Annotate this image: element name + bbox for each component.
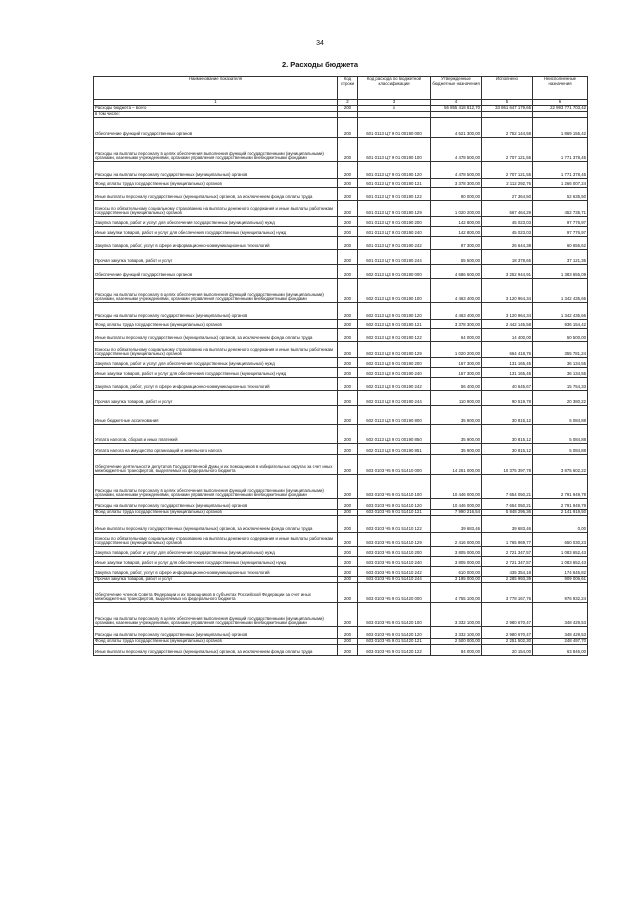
row-line-code: 200 [338, 557, 358, 567]
row-classification-code: 603 0103 Ч5 9 01 51410 100 [358, 475, 431, 499]
row-approved: 167 300,00 [431, 358, 482, 368]
row-name: Прочая закупка товаров, работ и услуг [94, 250, 338, 265]
row-executed: 18 378,65 [482, 250, 533, 265]
row-approved: 1 020 200,00 [431, 201, 482, 217]
row-unexecuted: 1 869 155,42 [533, 118, 588, 138]
row-line-code: 200 [338, 516, 358, 533]
table-row [94, 227, 588, 237]
row-line-code: 200 [338, 329, 358, 342]
row-line-code: 200 [338, 179, 358, 188]
row-unexecuted: 909 006,61 [533, 577, 588, 583]
header-approved: Утвержденные бюджетные назначения [431, 77, 482, 100]
row-line-code: 200 [338, 627, 358, 639]
column-number: 5 [482, 100, 533, 106]
table-row [94, 547, 588, 557]
row-name: Расходы бюджета – всего [94, 106, 338, 112]
row-line-code: 200 [338, 265, 358, 279]
row-classification-code: 601 0113 Ц7 9 01 00190 120 [358, 162, 431, 179]
row-executed: 2 112 292,76 [482, 179, 533, 188]
row-executed: 90 519,78 [482, 391, 533, 406]
row-classification-code: 602 0113 Ц3 9 01 00190 000 [358, 265, 431, 279]
row-line-code: 200 [338, 118, 358, 138]
row-line-code: 200 [338, 547, 358, 557]
row-name: Закупка товаров, работ, услуг в сфере информационно-коммуникационных технологий [94, 567, 338, 577]
budget-expenses-table [93, 76, 588, 656]
row-approved: 35 900,00 [431, 406, 482, 425]
table-row [94, 118, 588, 138]
row-unexecuted: 976 932,24 [533, 583, 588, 603]
row-executed: 33 861 647 179,65 [482, 106, 533, 112]
row-classification-code: 602 0113 Ц3 9 01 00190 122 [358, 329, 431, 342]
row-classification-code: 603 0103 Ч5 9 01 51420 121 [358, 639, 431, 645]
row-executed: 30 815,12 [482, 406, 533, 425]
row-executed: 2 980 670,47 [482, 603, 533, 627]
row-classification-code: 603 0103 Ч5 9 01 51420 120 [358, 627, 431, 639]
row-name: Иные выплаты персоналу государственных (муниципальных) органов, за исключением фонда оплаты труда [94, 329, 338, 342]
table-row [94, 279, 588, 303]
row-line-code: 200 [338, 378, 358, 391]
row-classification-code: 602 0113 Ц3 9 01 00190 200 [358, 358, 431, 368]
row-executed: 1 765 969,77 [482, 533, 533, 547]
table-row [94, 250, 588, 265]
row-unexecuted: 52 635,50 [533, 188, 588, 201]
row-unexecuted: 36 134,55 [533, 368, 588, 378]
row-line-code: 200 [338, 444, 358, 455]
row-name: Расходы на выплаты персоналу в целях обеспечения выполнения функций государственными (муниципальными) органами, казенными учреждениями, органами управления государственными внебюджетными фондами [94, 603, 338, 627]
row-approved: 1 020 200,00 [431, 342, 482, 358]
row-unexecuted: 936 154,42 [533, 320, 588, 329]
header-classification-code: Код расхода по бюджетной классификации [358, 77, 431, 100]
row-line-code: 200 [338, 162, 358, 179]
row-line-code: 200 [338, 583, 358, 603]
row-executed: 45 023,03 [482, 227, 533, 237]
page-number: 34 [316, 40, 324, 47]
row-unexecuted: 2 141 919,50 [533, 510, 588, 516]
row-classification-code: 601 0113 Ц7 9 01 00190 240 [358, 227, 431, 237]
row-unexecuted: 37 121,35 [533, 250, 588, 265]
row-executed: 2 707 121,55 [482, 138, 533, 162]
row-line-code: 200 [338, 499, 358, 510]
row-executed: 7 654 050,21 [482, 499, 533, 510]
row-classification-code: 603 0103 Ч5 9 01 51410 000 [358, 455, 431, 475]
table-row [94, 391, 588, 406]
row-classification-code: 603 0103 Ч5 9 01 51420 000 [358, 583, 431, 603]
row-line-code: 200 [338, 577, 358, 583]
row-classification-code: 601 0113 Ц7 9 01 00190 121 [358, 179, 431, 188]
row-line-code: 200 [338, 475, 358, 499]
row-executed: 2 980 670,47 [482, 627, 533, 639]
row-approved: 2 416 000,00 [431, 533, 482, 547]
row-name: Уплата налога на имущество организаций и земельного налога [94, 444, 338, 455]
row-executed: 27 364,50 [482, 188, 533, 201]
row-classification-code: 603 0103 Ч5 9 01 51420 122 [358, 645, 431, 656]
row-name: в том числе: [94, 112, 338, 118]
row-classification-code: 601 0113 Ц7 9 01 00190 122 [358, 188, 431, 201]
table-row [94, 499, 588, 510]
row-approved: 64 000,00 [431, 329, 482, 342]
row-name: Расходы на выплаты персоналу государственных (муниципальных) органов [94, 499, 338, 510]
row-classification-code: 601 0113 Ц7 9 01 00190 244 [358, 250, 431, 265]
row-name: Иные закупки товаров, работ и услуг для обеспечения государственных (муниципальных) нужд [94, 227, 338, 237]
row-unexecuted: 248 497,70 [533, 639, 588, 645]
row-approved: 87 300,00 [431, 237, 482, 250]
row-line-code: 200 [338, 106, 358, 112]
row-executed: 39 683,46 [482, 516, 533, 533]
table-header-row [94, 77, 588, 100]
table-row [94, 342, 588, 358]
row-line-code: 200 [338, 320, 358, 329]
table-row [94, 358, 588, 368]
row-unexecuted: 1 083 652,43 [533, 557, 588, 567]
column-number: 1 [94, 100, 338, 106]
row-approved: 3 378 300,00 [431, 179, 482, 188]
row-approved: 4 478 500,00 [431, 138, 482, 162]
row-classification-code: 602 0113 Ц3 9 01 00190 800 [358, 406, 431, 425]
row-name: Прочая закупка товаров, работ и услуг [94, 391, 338, 406]
row-approved: 10 446 000,00 [431, 475, 482, 499]
row-approved: 3 805 000,00 [431, 557, 482, 567]
row-approved: 55 500,00 [431, 250, 482, 265]
row-approved: 4 463 400,00 [431, 279, 482, 303]
row-name: Взносы по обязательному социальному страхованию на выплаты денежного содержания и иные выплаты работникам государственных (муниципальных) органов [94, 201, 338, 217]
row-approved: 3 805 000,00 [431, 547, 482, 557]
row-executed: 131 165,45 [482, 368, 533, 378]
row-approved: 14 251 000,00 [431, 455, 482, 475]
row-line-code: 200 [338, 533, 358, 547]
row-name: Расходы на выплаты персоналу в целях обеспечения выполнения функций государственными (муниципальными) органами, казенными учреждениями, органами управления государственными внебюджетными фондами [94, 138, 338, 162]
row-unexecuted: 5 084,88 [533, 444, 588, 455]
row-executed: 435 354,18 [482, 567, 533, 577]
row-unexecuted: 1 342 435,66 [533, 303, 588, 320]
row-line-code: 200 [338, 201, 358, 217]
header-unexecuted: Неисполненные назначения [533, 77, 588, 100]
row-name: Иные закупки товаров, работ и услуг для обеспечения государственных (муниципальных) нужд [94, 557, 338, 567]
row-approved: 56 400,00 [431, 378, 482, 391]
row-classification-code: 602 0113 Ц3 9 01 00190 244 [358, 391, 431, 406]
table-row [94, 533, 588, 547]
row-unexecuted: 5 084,88 [533, 406, 588, 425]
row-unexecuted: 97 776,97 [533, 217, 588, 227]
row-classification-code: 601 0113 Ц7 9 01 00190 200 [358, 217, 431, 227]
row-line-code: 200 [338, 425, 358, 444]
row-unexecuted: 60 655,62 [533, 237, 588, 250]
table-row [94, 645, 588, 656]
row-executed: 2 442 145,58 [482, 320, 533, 329]
row-name: Обеспечение функций государственных органов [94, 118, 338, 138]
row-line-code: 200 [338, 645, 358, 656]
row-classification-code: 602 0113 Ц3 9 01 00190 100 [358, 279, 431, 303]
table-row [94, 583, 588, 603]
row-classification-code: 603 0103 Ч5 9 01 51410 242 [358, 567, 431, 577]
row-approved: 39 683,46 [431, 516, 482, 533]
row-line-code: 200 [338, 227, 358, 237]
row-approved: 3 332 100,00 [431, 627, 482, 639]
row-line-code: 200 [338, 342, 358, 358]
table-row [94, 138, 588, 162]
row-executed: 3 120 964,34 [482, 303, 533, 320]
row-approved: 3 332 100,00 [431, 603, 482, 627]
header-executed: Исполнено [482, 77, 533, 100]
row-executed: 567 464,29 [482, 201, 533, 217]
row-name: Обеспечение членов Совета Федерации и их помощников в субъектах Российской Федерации за счет иных межбюджетных трансфертов, выделяемых из федерального бюджета [94, 583, 338, 603]
table-body [94, 106, 588, 656]
row-unexecuted: 63 846,00 [533, 645, 588, 656]
row-name: Иные выплаты персоналу государственных (муниципальных) органов, за исключением фонда оплаты труда [94, 516, 338, 533]
row-name: Закупка товаров, работ, услуг в сфере информационно-коммуникационных технологий [94, 237, 338, 250]
row-line-code: 200 [338, 406, 358, 425]
table-row [94, 303, 588, 320]
table-row [94, 444, 588, 455]
row-line-code: 200 [338, 639, 358, 645]
row-unexecuted: 1 771 378,45 [533, 162, 588, 179]
row-name: Закупка товаров, работ и услуг для обеспечения государственных (муниципальных) нужд [94, 217, 338, 227]
row-unexecuted: 22 993 771 703,42 [533, 106, 588, 112]
row-name: Фонд оплаты труда государственных (муниципальных) органов [94, 510, 338, 516]
table-row [94, 265, 588, 279]
table-row [94, 329, 588, 342]
table-row [94, 217, 588, 227]
row-unexecuted: 1 342 435,66 [533, 279, 588, 303]
row-unexecuted: 97 776,97 [533, 227, 588, 237]
row-classification-code: 601 0113 Ц7 9 01 00190 000 [358, 118, 431, 138]
row-name: Закупка товаров, работ и услуг для обеспечения государственных (муниципальных) нужд [94, 358, 338, 368]
table-row [94, 188, 588, 201]
row-approved: 35 900,00 [431, 425, 482, 444]
row-line-code: 200 [338, 217, 358, 227]
row-line-code: 200 [338, 391, 358, 406]
row-name: Фонд оплаты труда государственных (муниципальных) органов [94, 179, 338, 188]
row-classification-code: x [358, 106, 431, 112]
row-unexecuted: 2 791 949,79 [533, 499, 588, 510]
row-name: Иные бюджетные ассигнования [94, 406, 338, 425]
row-unexecuted: 3 875 602,22 [533, 455, 588, 475]
table-row [94, 627, 588, 639]
row-executed: 30 815,12 [482, 444, 533, 455]
row-name: Уплата налогов, сборов и иных платежей [94, 425, 338, 444]
row-executed: 2 721 347,57 [482, 557, 533, 567]
row-executed: 664 418,76 [482, 342, 533, 358]
table-row [94, 320, 588, 329]
row-unexecuted: 452 735,71 [533, 201, 588, 217]
row-name: Закупка товаров, работ, услуг в сфере информационно-коммуникационных технологий [94, 378, 338, 391]
row-approved: 3 378 300,00 [431, 320, 482, 329]
row-unexecuted: 355 781,24 [533, 342, 588, 358]
row-executed: 10 375 397,78 [482, 455, 533, 475]
column-number: 2 [338, 100, 358, 106]
row-line-code: 200 [338, 455, 358, 475]
row-unexecuted: 50 500,00 [533, 329, 588, 342]
row-executed: 14 400,00 [482, 329, 533, 342]
row-executed: 45 023,03 [482, 217, 533, 227]
row-executed: 7 654 050,21 [482, 475, 533, 499]
row-executed: 2 251 502,30 [482, 639, 533, 645]
table-row [94, 475, 588, 499]
row-executed: 2 721 347,57 [482, 547, 533, 557]
row-classification-code: 603 0103 Ч5 9 01 51410 129 [358, 533, 431, 547]
row-classification-code: 602 0113 Ц3 9 01 00190 242 [358, 378, 431, 391]
row-approved: 4 686 600,00 [431, 265, 482, 279]
row-line-code: 200 [338, 250, 358, 265]
table-row [94, 455, 588, 475]
row-unexecuted: 2 791 949,79 [533, 475, 588, 499]
row-unexecuted: 0,00 [533, 516, 588, 533]
row-approved: 56 855 418 812,70 [431, 106, 482, 112]
row-classification-code: 602 0113 Ц3 9 01 00190 240 [358, 368, 431, 378]
row-executed: 26 644,38 [482, 237, 533, 250]
row-approved: 3 195 000,00 [431, 577, 482, 583]
row-approved: 167 300,00 [431, 368, 482, 378]
row-line-code: 200 [338, 188, 358, 201]
row-line-code: 200 [338, 303, 358, 320]
row-name: Иные выплаты персоналу государственных (муниципальных) органов, за исключением фонда оплаты труда [94, 645, 338, 656]
row-name: Фонд оплаты труда государственных (муниципальных) органов [94, 639, 338, 645]
row-executed: 3 252 944,91 [482, 265, 533, 279]
row-name: Расходы на выплаты персоналу государственных (муниципальных) органов [94, 627, 338, 639]
row-approved: 4 755 100,00 [431, 583, 482, 603]
row-line-code: 200 [338, 358, 358, 368]
row-unexecuted: 174 645,82 [533, 567, 588, 577]
row-classification-code: 602 0113 Ц3 9 01 00190 121 [358, 320, 431, 329]
row-executed: 3 120 964,34 [482, 279, 533, 303]
row-approved: 110 900,00 [431, 391, 482, 406]
row-name: Взносы по обязательному социальному страхованию на выплаты денежного содержания и иные выплаты работникам государственных (муниципальных) органов [94, 342, 338, 358]
row-classification-code: 601 0113 Ц7 9 01 00190 129 [358, 201, 431, 217]
table-row [94, 162, 588, 179]
row-classification-code: 603 0103 Ч5 9 01 51410 122 [358, 516, 431, 533]
row-name: Расходы на выплаты персоналу в целях обеспечения выполнения функций государственными (муниципальными) органами, казенными учреждениями, органами управления государственными внебюджетными фондами [94, 279, 338, 303]
header-indicator-name: Наименование показателя [94, 77, 338, 100]
row-classification-code: 603 0103 Ч5 9 01 51420 100 [358, 603, 431, 627]
row-line-code: 200 [338, 138, 358, 162]
row-line-code: 200 [338, 279, 358, 303]
row-line-code: 200 [338, 237, 358, 250]
row-unexecuted: 348 429,53 [533, 627, 588, 639]
table-row [94, 406, 588, 425]
row-unexecuted: 1 083 652,43 [533, 547, 588, 557]
row-executed: 2 285 993,39 [482, 577, 533, 583]
header-line-code: Код строки [338, 77, 358, 100]
row-approved: 7 990 216,54 [431, 510, 482, 516]
row-unexecuted: 1 266 007,24 [533, 179, 588, 188]
table-row [94, 567, 588, 577]
row-line-code: 200 [338, 567, 358, 577]
row-name: Иные выплаты персоналу государственных (муниципальных) органов, за исключением фонда оплаты труда [94, 188, 338, 201]
row-name: Иные закупки товаров, работ и услуг для обеспечения государственных (муниципальных) нужд [94, 368, 338, 378]
row-classification-code: 601 0113 Ц7 9 01 00190 242 [358, 237, 431, 250]
row-line-code: 200 [338, 368, 358, 378]
table-row [94, 179, 588, 188]
section-title: 2. Расходы бюджета [281, 60, 359, 69]
column-number: 4 [431, 100, 482, 106]
row-executed: 2 752 144,58 [482, 118, 533, 138]
row-approved: 35 900,00 [431, 444, 482, 455]
row-name: Обеспечение функций государственных органов [94, 265, 338, 279]
row-approved: 4 463 400,00 [431, 303, 482, 320]
row-approved: 4 621 300,00 [431, 118, 482, 138]
row-approved: 610 000,00 [431, 567, 482, 577]
row-name: Фонд оплаты труда государственных (муниципальных) органов [94, 320, 338, 329]
row-unexecuted: 36 134,55 [533, 358, 588, 368]
row-executed: 5 848 296,36 [482, 510, 533, 516]
row-classification-code: 602 0113 Ц3 9 01 00190 129 [358, 342, 431, 358]
row-classification-code: 603 0103 Ч5 9 01 51410 244 [358, 577, 431, 583]
row-name: Прочая закупка товаров, работ и услуг [94, 577, 338, 583]
row-unexecuted: 15 754,33 [533, 378, 588, 391]
row-classification-code: 602 0113 Ц3 9 01 00190 120 [358, 303, 431, 320]
column-number: 6 [533, 100, 588, 106]
row-approved: 84 000,00 [431, 645, 482, 656]
row-name: Обеспечение деятельности депутатов Государственной Думы и их помощников в избирательных округах за счет иных межбюджетных трансфертов, выделяемых из федерального бюджета [94, 455, 338, 475]
row-classification-code: 603 0103 Ч5 9 01 51410 240 [358, 557, 431, 567]
row-name: Расходы на выплаты персоналу в целях обеспечения выполнения функций государственными (муниципальными) органами, казенными учреждениями, органами управления государственными внебюджетными фондами [94, 475, 338, 499]
row-approved: 4 478 500,00 [431, 162, 482, 179]
row-classification-code: 601 0113 Ц7 9 01 00190 100 [358, 138, 431, 162]
table-row [94, 557, 588, 567]
row-executed: 131 165,45 [482, 358, 533, 368]
row-classification-code: 603 0103 Ч5 9 01 51410 200 [358, 547, 431, 557]
table-row [94, 425, 588, 444]
row-executed: 30 815,12 [482, 425, 533, 444]
row-unexecuted: 348 429,53 [533, 603, 588, 627]
row-name: Расходы на выплаты персоналу государственных (муниципальных) органов [94, 303, 338, 320]
table-row [94, 237, 588, 250]
table-row [94, 603, 588, 627]
row-line-code: 200 [338, 510, 358, 516]
row-classification-code: 602 0113 Ц3 9 01 00190 850 [358, 425, 431, 444]
row-unexecuted: 1 771 378,45 [533, 138, 588, 162]
row-line-code: 200 [338, 603, 358, 627]
row-unexecuted: 1 383 655,09 [533, 265, 588, 279]
row-unexecuted: 20 380,22 [533, 391, 588, 406]
row-unexecuted: 5 084,88 [533, 425, 588, 444]
row-approved: 10 446 000,00 [431, 499, 482, 510]
row-unexecuted: 650 030,23 [533, 533, 588, 547]
row-executed: 2 707 121,55 [482, 162, 533, 179]
table-row [94, 516, 588, 533]
row-classification-code: 602 0113 Ц3 9 01 00190 851 [358, 444, 431, 455]
table-row [94, 201, 588, 217]
row-classification-code: 603 0103 Ч5 9 01 51410 121 [358, 510, 431, 516]
row-name: Расходы на выплаты персоналу государственных (муниципальных) органов [94, 162, 338, 179]
row-approved: 142 800,00 [431, 227, 482, 237]
table-row [94, 368, 588, 378]
row-classification-code: 603 0103 Ч5 9 01 51410 120 [358, 499, 431, 510]
row-executed: 3 778 167,76 [482, 583, 533, 603]
row-approved: 80 000,00 [431, 188, 482, 201]
row-executed: 20 154,00 [482, 645, 533, 656]
row-executed: 40 645,67 [482, 378, 533, 391]
row-approved: 142 800,00 [431, 217, 482, 227]
table-row [94, 378, 588, 391]
row-approved: 2 500 000,00 [431, 639, 482, 645]
column-number: 3 [358, 100, 431, 106]
row-name: Закупка товаров, работ и услуг для обеспечения государственных (муниципальных) нужд [94, 547, 338, 557]
row-name: Взносы по обязательному социальному страхованию на выплаты денежного содержания и иные выплаты работникам государственных (муниципальных) органов [94, 533, 338, 547]
